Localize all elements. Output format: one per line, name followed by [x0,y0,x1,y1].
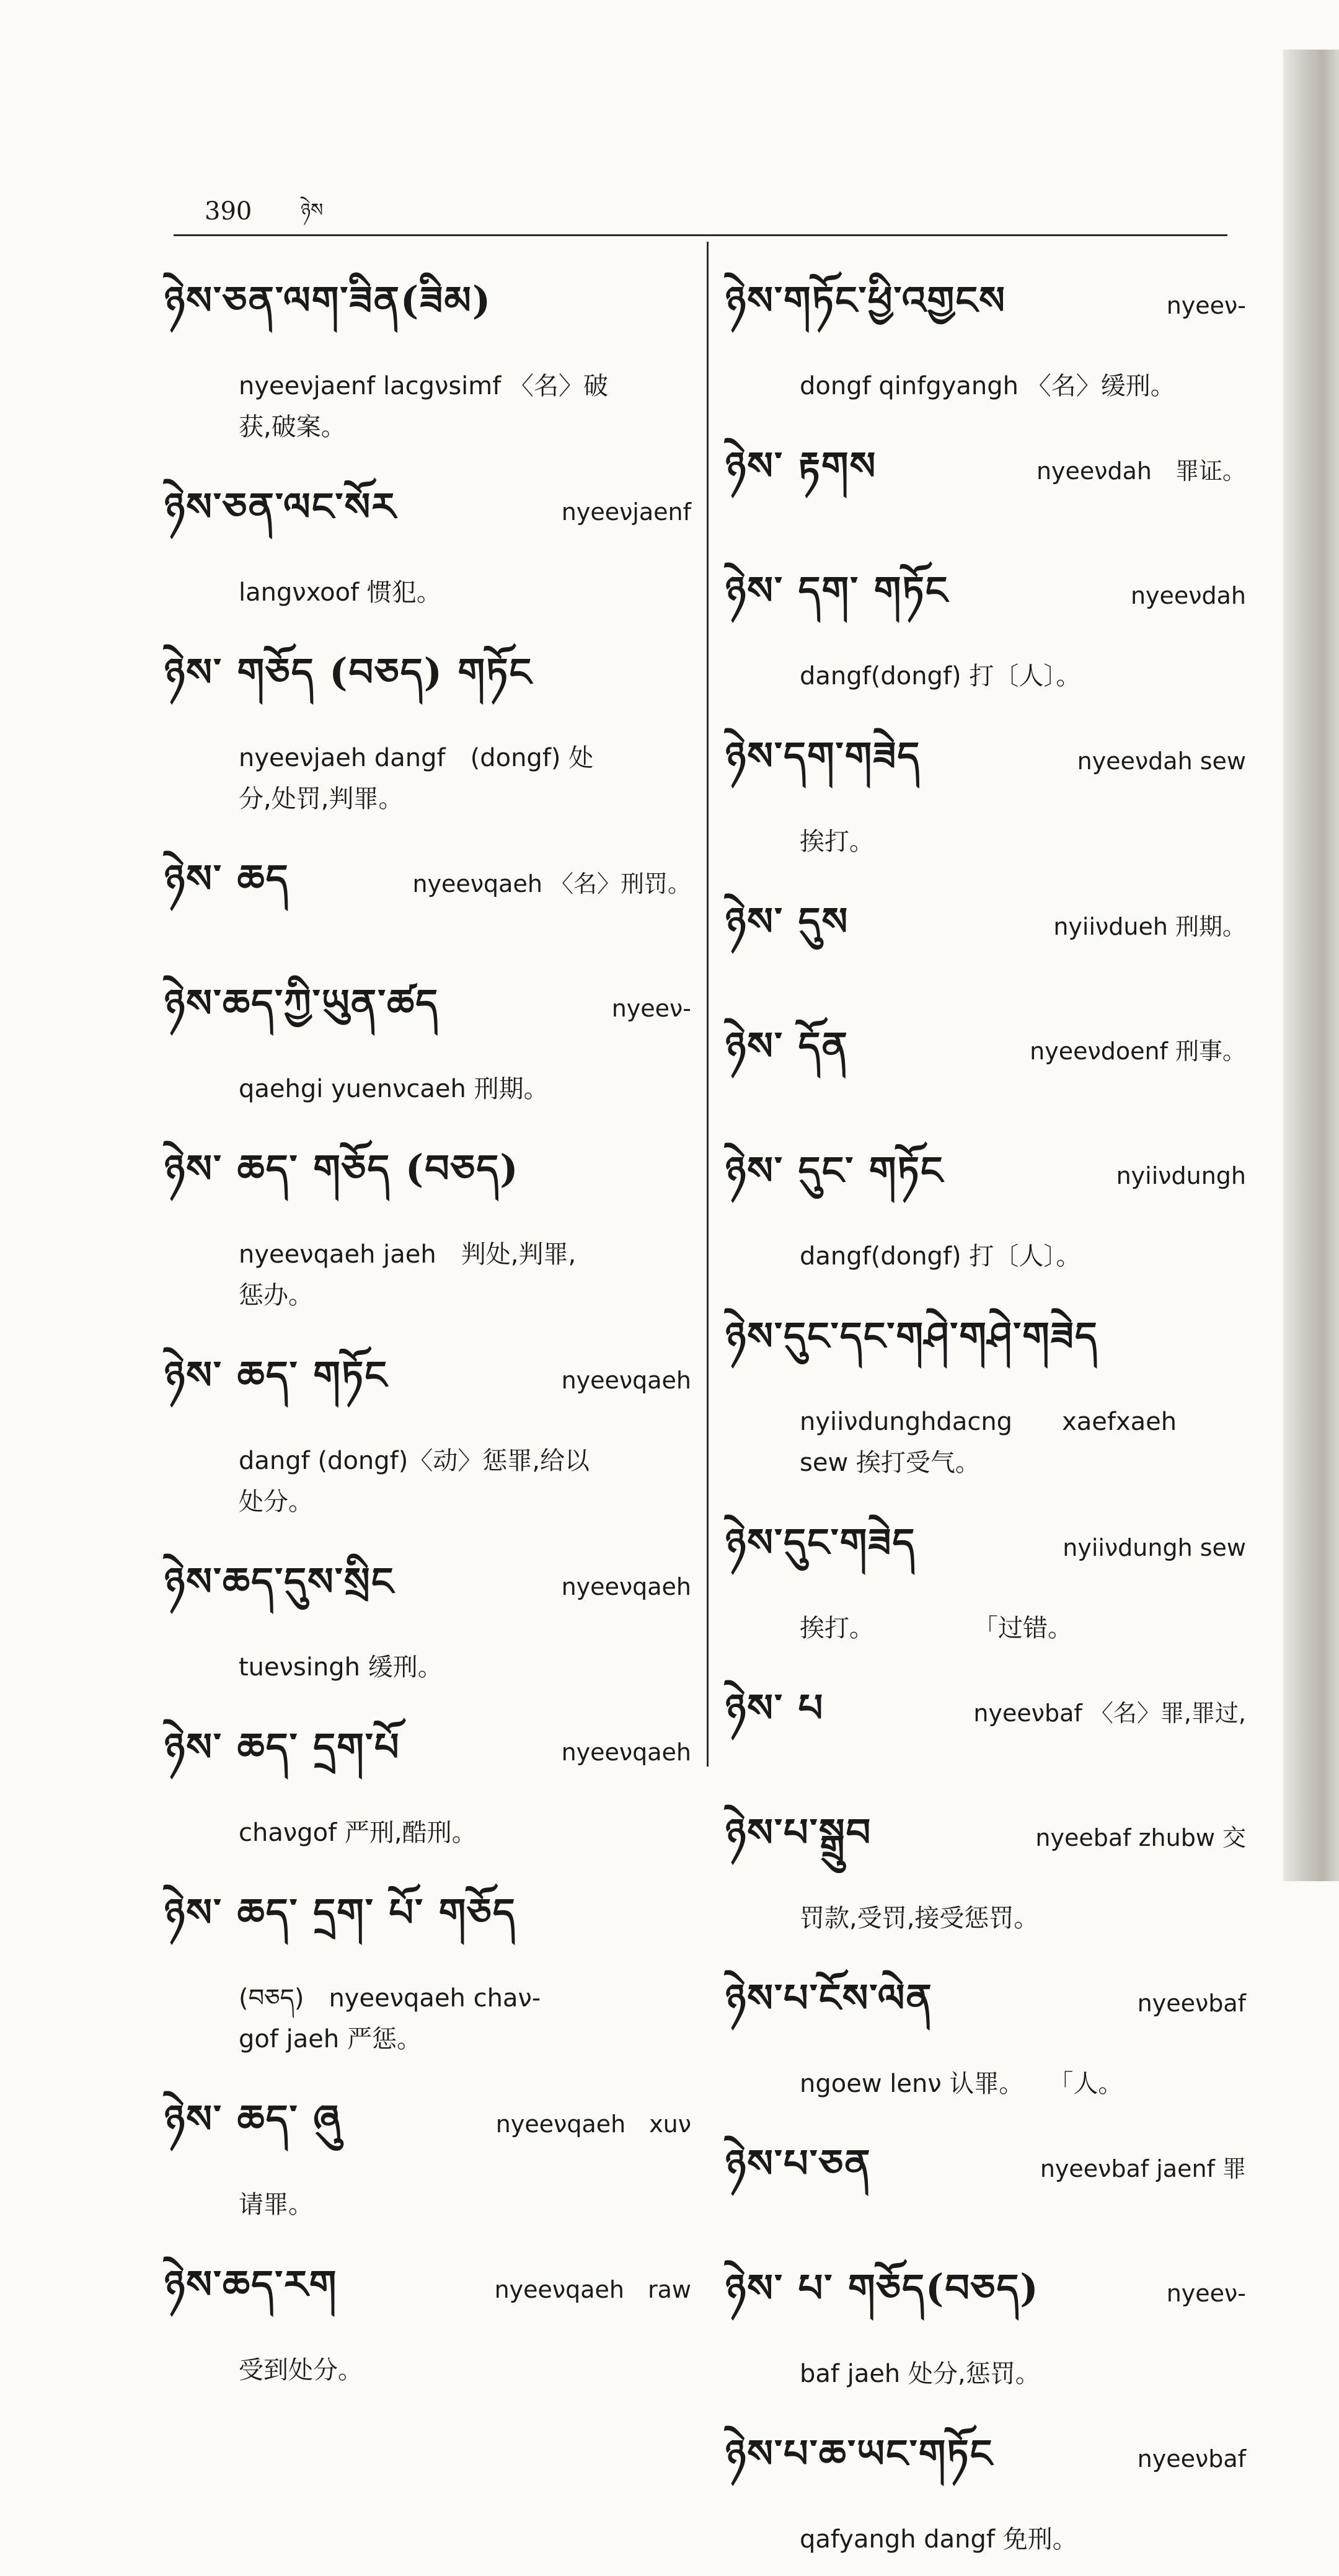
tibetan-headword: ཉེས་ཅན་ལག་ཟིན(ཟིམ) [164,278,492,323]
tibetan-headword: ཉེས་པ་སྒྲུབ [725,1810,872,1855]
romanization: nyeeνqaeh [561,1739,691,1766]
entry-head-line [164,836,691,944]
left-column [164,257,691,2407]
dictionary-entry [164,1869,691,2060]
header-rule [174,234,1227,236]
entry-head-line [725,1665,1246,1773]
romanization: nyeeνbaf [1137,1990,1246,2017]
dictionary-entry [725,1955,1246,2104]
page-number: 390 [205,197,252,226]
dictionary-entry [164,1538,691,1688]
entry-head-line [725,1789,1246,1898]
dictionary-entry [725,713,1246,862]
definition-line: 受到处分。 [239,2356,363,2384]
definition-line: 处分。 [239,1488,313,1516]
definition-line: 挨打。 「过错。 [800,1614,1072,1643]
dictionary-entry [725,1127,1246,1277]
definition-line: 挨打。 [800,827,874,856]
dictionary-entry [725,878,1246,987]
romanization: nyeeνbaf jaenf 罪 [1040,2155,1246,2182]
definition-line: gof jaeh 严惩。 [239,2025,422,2053]
entry-head-line [725,1955,1246,2063]
tibetan-headword: ཉེས་ ཆད [164,856,289,901]
tibetan-headword: ཉེས་དག་གཟེད [725,733,921,779]
tibetan-headword: ཉེས་ཆད་ཀྱི་ཡུན་ཚད [164,981,440,1026]
entry-head-line [725,2411,1246,2519]
definition-line: dangf(dongf) 打〔人〕。 [800,1242,1081,1271]
dictionary-entry [725,1789,1246,1939]
entry-head-line [164,1704,691,1812]
dictionary-entry [725,2245,1246,2394]
entry-head-line [725,2120,1246,2229]
definition-line: 惩办。 [239,1281,313,1310]
tibetan-headword: ཉེས་པ་ཆ་ཡང་གཏོང [725,2431,994,2476]
tibetan-headword: ཉེས་ཅན་ལང་སོར [164,484,397,529]
romanization: nyeeν- [611,995,691,1022]
tibetan-headword: ཉེས་གཏོང་ཕྱི་འགྱངས [725,278,1006,323]
dictionary-entry [725,2120,1246,2229]
definition-line: baf jaeh 处分,惩罚。 [800,2360,1040,2388]
tibetan-headword: ཉེས་ དོན [725,1023,849,1069]
definition-line: 请罪。 [239,2190,313,2219]
entry-head-line [725,713,1246,821]
tibetan-headword: ཉེས་དུང་དང་གཤེ་གཤེ་གཟེད [725,1313,1098,1359]
dictionary-entry [164,1126,691,1316]
dictionary-entry [164,1332,691,1522]
definition-line: chaνgof 严刑,酷刑。 [239,1819,477,1847]
tibetan-headword: ཉེས་ དུང་ གཏོང [725,1148,944,1193]
romanization: nyiiνdueh 刑期。 [1053,913,1246,940]
dictionary-entry [725,1003,1246,1111]
entry-head-line [164,2241,691,2350]
definition-line: dongf qinfgyangh 〈名〉缓刑。 [800,372,1175,400]
tibetan-headword: ཉེས་ ཆད་ ཞུ [164,2096,342,2142]
entry-head-line [164,629,691,738]
dictionary-entry [164,464,691,613]
romanization: nyeebaf zhubw 交 [1035,1824,1246,1851]
definition-line: sew 挨打受气。 [800,1449,980,1477]
tibetan-headword: ཉེས་ཆད་རག [164,2262,338,2307]
romanization: nyiiνdungh [1116,1162,1246,1189]
definition-line: nyeeνqaeh jaeh 判处,判罪, [239,1240,577,1269]
tibetan-headword: ཉེས་ ཆད་ དྲག་ པོ་ གཅོད [164,1890,516,1935]
definition-line: 罚款,受罚,接受惩罚。 [800,1904,1039,1933]
romanization: nyeeνqaeh [561,1573,691,1600]
entry-head-line [164,1332,691,1440]
definition-line: dangf (dongf)〈动〉惩罪,给以 [239,1447,590,1475]
entry-head-line [164,1538,691,1647]
entry-head-line [164,1869,691,1978]
definition-line: nyeeνjaeh dangf (dongf) 处 [239,744,594,772]
definition-line: 获,破案。 [239,413,346,441]
tibetan-headword: ཉེས་ ཆད་ གཅོད (བཅད) [164,1146,519,1191]
right-column [725,257,1246,2576]
romanization: nyiiνdungh sew [1063,1534,1246,1561]
definition-line: qafyangh dangf 免刑。 [800,2525,1077,2554]
romanization: nyeeνqaeh xuν [495,2111,691,2138]
entry-head-line [725,1003,1246,1111]
definition-line: (བཅད) nyeeνqaeh chaν- [239,1984,541,2013]
guide-word: ཉེས [301,200,324,221]
dictionary-entry [725,257,1246,407]
entry-head-line [725,1499,1246,1608]
entry-head-line [164,960,691,1069]
tibetan-headword: ཉེས་ཆད་དུས་སྲིང [164,1559,395,1604]
tibetan-headword: ཉེས་ གཅོད (བཅད) གཏོང [164,650,533,695]
dictionary-entry [164,960,691,1109]
dictionary-entry [164,2241,691,2391]
dictionary-entry [164,1704,691,1853]
page-edge-shadow [1283,50,1339,1881]
tibetan-headword: ཉེས་ ཆད་ གཏོང [164,1352,388,1398]
entry-head-line [725,1127,1246,1236]
definition-line: langνxoof 惯犯。 [239,578,441,607]
dictionary-entry [725,1665,1246,1773]
definition-line: nyiiνdunghdacng xaefxaeh [800,1408,1177,1436]
dictionary-entry [164,257,691,448]
entry-head-line [725,423,1246,531]
romanization: nyeeνjaenf [561,498,691,526]
entry-head-line [725,257,1246,366]
romanization: nyeeνbaf 〈名〉罪,罪过, [973,1700,1246,1727]
entry-head-line [164,257,691,366]
tibetan-headword: ཉེས་ རྟགས [725,443,877,488]
tibetan-headword: ཉེས་དུང་གཟེད [725,1520,916,1565]
tibetan-headword: ཉེས་ པ [725,1685,824,1731]
tibetan-headword: ཉེས་ ཆད་ དྲག་པོ [164,1724,400,1770]
romanization: nyeeνqaeh 〈名〉刑罚。 [412,870,691,898]
dictionary-entry [725,1293,1246,1483]
entry-head-line [725,2245,1246,2353]
romanization: nyeeνdoenf 刑事。 [1030,1038,1246,1065]
dictionary-entry [725,547,1246,697]
romanization: nyeeνdah sew [1077,748,1246,775]
tibetan-headword: ཉེས་ དག་ གཏོང [725,568,949,613]
definition-line: qaehgi yuenνcaeh 刑期。 [239,1075,549,1103]
tibetan-headword: ཉེས་ དུས [725,899,849,944]
definition-line: 分,处罚,判罪。 [239,785,404,813]
dictionary-entry [164,629,691,819]
romanization: nyeeν- [1166,2280,1246,2307]
romanization: nyeeνbaf [1137,2445,1246,2472]
definition-line: tueνsingh 缓刑。 [239,1653,443,1682]
entry-head-line [725,878,1246,987]
entry-head-line [164,1126,691,1234]
entry-head-line [164,464,691,572]
tibetan-headword: ཉེས་པ་ཅན [725,2141,872,2186]
dictionary-entry [164,836,691,944]
tibetan-headword: ཉེས་ པ་ གཅོད(བཅད) [725,2265,1040,2311]
dictionary-entry [725,2411,1246,2560]
entry-head-line [725,1293,1246,1401]
romanization: nyeeνqaeh [561,1367,691,1394]
definition-line: dangf(dongf) 打〔人〕。 [800,662,1081,690]
romanization: nyeeνdah [1130,582,1246,609]
tibetan-headword: ཉེས་པ་ངོས་ལེན [725,1975,933,2021]
dictionary-entry [725,1499,1246,1649]
entry-head-line [164,2076,691,2184]
romanization: nyeeν- [1166,292,1246,319]
definition-line: ngoew lenν 认罪。 「人。 [800,2070,1123,2098]
column-divider [707,242,709,1767]
romanization: nyeeνqaeh raw [494,2276,691,2303]
dictionary-entry [725,423,1246,531]
dictionary-entry [164,2076,691,2225]
definition-line: nyeeνjaenf lacgνsimf 〈名〉破 [239,372,609,400]
entry-head-line [725,547,1246,656]
romanization: nyeeνdah 罪证。 [1036,457,1246,485]
